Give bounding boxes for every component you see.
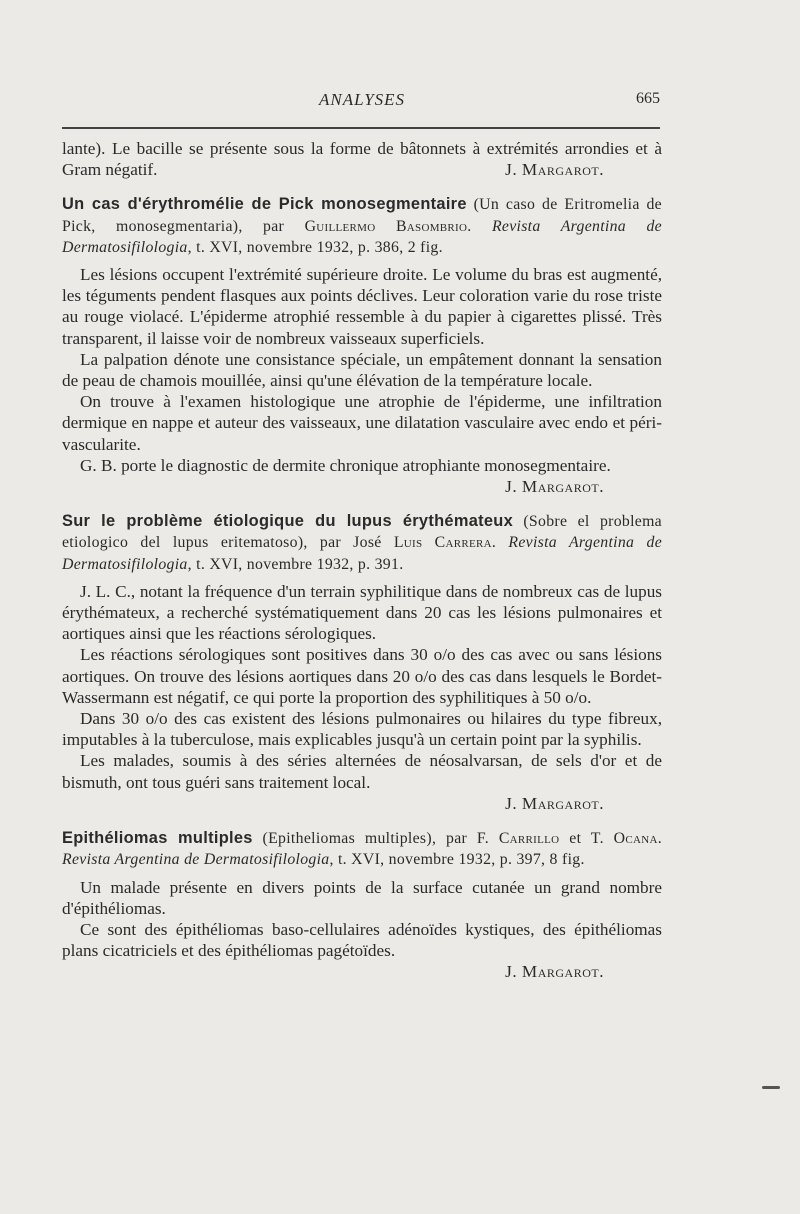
article-3-ref-mid2: . bbox=[657, 830, 662, 848]
article-1-journal: Revista Argentina de Dermatosifilologia bbox=[62, 217, 662, 256]
article-2-ref-post: , t. XVI, novembre 1932, p. 391. bbox=[187, 555, 404, 573]
article-3-ref-mid: et T. bbox=[559, 830, 614, 848]
article-3-ref-pre: (Epitheliomas multiples), par F. bbox=[252, 830, 499, 848]
article-3-title: Epithéliomas multiples bbox=[62, 829, 253, 848]
article-1 bbox=[62, 194, 662, 497]
article-1-ref-post: , t. XVI, novembre 1932, p. 386, 2 fig. bbox=[187, 238, 443, 256]
article-2-signature: J. Margarot. bbox=[505, 793, 604, 813]
article-1-paragraph-4 bbox=[62, 455, 662, 497]
article-3-signature: J. Margarot. bbox=[505, 962, 604, 982]
article-2-ref-pre: (Sobre el problema etiologico del lupus eritematoso), par José bbox=[62, 513, 662, 552]
article-3-paragraph-2: Ce sont des épithéliomas baso-cellulaires adénoïdes kystiques, des épithéliomas plans cicatriciels et des épithéliomas pagétoïdes. bbox=[62, 919, 662, 961]
page-number: 665 bbox=[636, 90, 660, 107]
article-1-paragraph-3: On trouve à l'examen histologique une atrophie de l'épiderme, une infiltration dermique en nappe et auteur des vaisseaux, une dilatation vasculaire avec endo et péri-vascularite. bbox=[62, 392, 662, 454]
article-1-reference bbox=[62, 194, 662, 258]
article-3-ref-post: , t. XVI, novembre 1932, p. 397, 8 fig. bbox=[329, 851, 585, 869]
article-2-paragraph-3: Dans 30 o/o des cas existent des lésions pulmonaires ou hilaires du type fibreux, imputables à la tuberculose, mais explicables jusqu'à un certain point par la syphilis. bbox=[62, 709, 662, 750]
article-2-title: Sur le problème étiologique du lupus érythémateux bbox=[62, 512, 514, 531]
article-1-ref-mid: . bbox=[467, 217, 492, 235]
article-3-journal: Revista Argentina de Dermatosifilologia bbox=[62, 851, 330, 869]
article-1-paragraph-1: Les lésions occupent l'extrémité supérieure droite. Le volume du bras est augmenté, les téguments pendent flasques aux points déclives. Leur coloration varie du rose triste au rouge violacé. L'épiderme atrophié ressemble à du papier à cigarettes plissé. Très transparent, il laisse voir de nombreux vaisseaux superficiels. bbox=[62, 265, 662, 348]
margin-ink-mark bbox=[762, 1086, 780, 1089]
continuation-signature: J. Margarot. bbox=[505, 160, 604, 180]
page-body bbox=[62, 138, 662, 983]
article-1-ref-pre: (Un caso de Eritromelia de Pick, monosegmentaria), par bbox=[62, 196, 662, 235]
header-rule bbox=[62, 127, 660, 129]
article-2-paragraph-4: Les malades, soumis à des séries alternées de néosalvarsan, de sels d'or et de bismuth, ont tous guéri sans traitement local. bbox=[62, 751, 662, 792]
article-2-journal: Revista Argentina de Dermatosifilologia bbox=[62, 534, 662, 573]
article-3-paragraph-1: Un malade présente en divers points de la surface cutanée un grand nombre d'épithéliomas. bbox=[62, 877, 662, 918]
article-1-author: Guillermo Basombrio bbox=[304, 217, 468, 235]
page-header bbox=[62, 90, 662, 120]
article-3-author-2: Ocana bbox=[613, 830, 658, 848]
article-3-reference bbox=[62, 828, 662, 870]
continuation-text: lante). Le bacille se présente sous la forme de bâtonnets à extrémités arrondies et à Gram négatif. bbox=[62, 139, 662, 180]
running-title: ANALYSES bbox=[318, 90, 406, 109]
article-2-paragraph-2: Les réactions sérologiques sont positives dans 30 o/o des cas avec ou sans lésions aortiques. On trouve des lésions aortiques dans 20 o/o des cas dans lesquels le Bordet-Wassermann est négatif, ce qui porte la proportion des syphilitiques à 50 o/o. bbox=[62, 645, 662, 707]
article-2-reference bbox=[62, 511, 662, 575]
article-2-author: Luis Carrera bbox=[393, 534, 492, 552]
article-3 bbox=[62, 828, 662, 982]
article-2-ref-mid: . bbox=[491, 534, 509, 552]
article-2-paragraph-1: J. L. C., notant la fréquence d'un terrain syphilitique dans de nombreux cas de lupus érythémateux, a recherché systématiquement dans 20 cas les lésions pulmonaires et aortiques ainsi que les réactions sérologiques. bbox=[62, 581, 662, 644]
article-2 bbox=[62, 511, 662, 814]
article-1-paragraph-4-text: G. B. porte le diagnostic de dermite chronique atrophiante monosegmentaire. bbox=[80, 455, 611, 475]
article-1-signature: J. Margarot. bbox=[505, 477, 604, 497]
article-1-paragraph-2: La palpation dénote une consistance spéciale, un empâtement donnant la sensation de peau de chamois mouillée, ainsi qu'une élévation de la température locale. bbox=[62, 349, 662, 391]
article-3-author-1: Carrillo bbox=[498, 830, 560, 848]
article-1-title: Un cas d'érythromélie de Pick monosegmentaire bbox=[62, 195, 467, 214]
continuation-paragraph bbox=[62, 138, 662, 180]
